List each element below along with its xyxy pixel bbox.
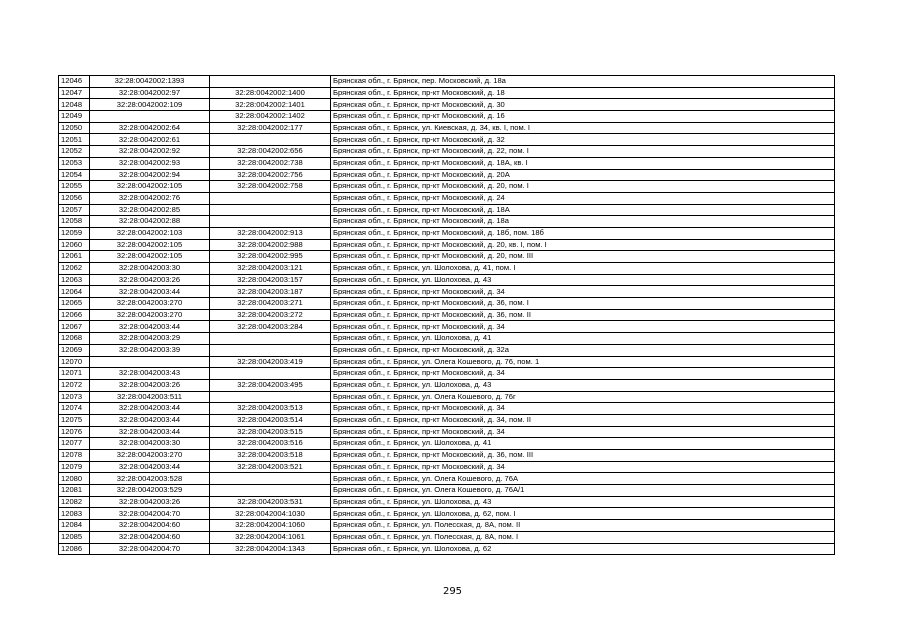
land-parcel-number-cell: 32:28:0042004:60	[90, 531, 210, 543]
table-row	[59, 368, 835, 380]
address-cell: Брянская обл., г. Брянск, пр-кт Московский, д. 36, пом. II	[331, 309, 835, 321]
row-number-cell: 12065	[59, 298, 90, 310]
row-number-cell: 12062	[59, 263, 90, 275]
land-parcel-number-cell: 32:28:0042003:44	[90, 426, 210, 438]
land-parcel-number-cell: 32:28:0042003:43	[90, 368, 210, 380]
building-number-cell	[210, 344, 331, 356]
address-cell: Брянская обл., г. Брянск, пр-кт Московский, д. 18А	[331, 204, 835, 216]
land-parcel-number-cell: 32:28:0042003:44	[90, 461, 210, 473]
building-number-cell: 32:28:0042003:515	[210, 426, 331, 438]
address-cell: Брянская обл., г. Брянск, пр-кт Московский, д. 18	[331, 87, 835, 99]
address-cell: Брянская обл., г. Брянск, ул. Шолохова, д. 62, пом. I	[331, 508, 835, 520]
building-number-cell: 32:28:0042004:1343	[210, 543, 331, 555]
land-parcel-number-cell	[90, 356, 210, 368]
row-number-cell: 12053	[59, 157, 90, 169]
land-parcel-number-cell: 32:28:0042002:61	[90, 134, 210, 146]
address-cell: Брянская обл., г. Брянск, пр-кт Московский, д. 34	[331, 426, 835, 438]
building-number-cell: 32:28:0042002:988	[210, 239, 331, 251]
address-cell: Брянская обл., г. Брянск, пр-кт Московский, д. 34	[331, 321, 835, 333]
land-parcel-number-cell: 32:28:0042002:64	[90, 122, 210, 134]
building-number-cell	[210, 216, 331, 228]
address-cell: Брянская обл., г. Брянск, ул. Шолохова, д. 62	[331, 543, 835, 555]
land-parcel-number-cell: 32:28:0042002:105	[90, 239, 210, 251]
table-row	[59, 461, 835, 473]
row-number-cell: 12048	[59, 99, 90, 111]
table-row	[59, 344, 835, 356]
building-number-cell	[210, 76, 331, 88]
table-row	[59, 520, 835, 532]
building-number-cell	[210, 204, 331, 216]
address-cell: Брянская обл., г. Брянск, ул. Киевская, д. 34, кв. I, пом. I	[331, 122, 835, 134]
row-number-cell: 12071	[59, 368, 90, 380]
address-cell: Брянская обл., г. Брянск, ул. Шолохова, д. 41	[331, 438, 835, 450]
row-number-cell: 12066	[59, 309, 90, 321]
land-parcel-number-cell: 32:28:0042002:97	[90, 87, 210, 99]
address-cell: Брянская обл., г. Брянск, ул. Олега Кошевого, д. 76А	[331, 473, 835, 485]
building-number-cell: 32:28:0042002:656	[210, 146, 331, 158]
address-cell: Брянская обл., г. Брянск, пр-кт Московский, д. 18А, кв. I	[331, 157, 835, 169]
registry-table	[58, 75, 835, 555]
row-number-cell: 12082	[59, 496, 90, 508]
table-row	[59, 227, 835, 239]
building-number-cell: 32:28:0042004:1061	[210, 531, 331, 543]
table-row	[59, 485, 835, 497]
address-cell: Брянская обл., г. Брянск, ул. Полесская, д. 8А, пом. II	[331, 520, 835, 532]
building-number-cell: 32:28:0042003:513	[210, 403, 331, 415]
table-row	[59, 438, 835, 450]
land-parcel-number-cell: 32:28:0042003:528	[90, 473, 210, 485]
address-cell: Брянская обл., г. Брянск, пр-кт Московский, д. 24	[331, 192, 835, 204]
land-parcel-number-cell: 32:28:0042002:105	[90, 251, 210, 263]
row-number-cell: 12069	[59, 344, 90, 356]
building-number-cell	[210, 192, 331, 204]
address-cell: Брянская обл., г. Брянск, пр-кт Московский, д. 18а	[331, 216, 835, 228]
table-row	[59, 379, 835, 391]
row-number-cell: 12072	[59, 379, 90, 391]
table-row	[59, 134, 835, 146]
address-cell: Брянская обл., г. Брянск, пр-кт Московский, д. 34	[331, 286, 835, 298]
row-number-cell: 12083	[59, 508, 90, 520]
row-number-cell: 12079	[59, 461, 90, 473]
table-row	[59, 496, 835, 508]
building-number-cell: 32:28:0042003:284	[210, 321, 331, 333]
row-number-cell: 12063	[59, 274, 90, 286]
land-parcel-number-cell: 32:28:0042003:270	[90, 309, 210, 321]
building-number-cell: 32:28:0042004:1060	[210, 520, 331, 532]
table-row	[59, 403, 835, 415]
address-cell: Брянская обл., г. Брянск, пр-кт Московский, д. 32а	[331, 344, 835, 356]
building-number-cell: 32:28:0042003:514	[210, 414, 331, 426]
table-row	[59, 391, 835, 403]
table-row	[59, 286, 835, 298]
table-row	[59, 157, 835, 169]
building-number-cell: 32:28:0042003:495	[210, 379, 331, 391]
table-row	[59, 309, 835, 321]
building-number-cell: 32:28:0042003:518	[210, 450, 331, 462]
table-row	[59, 531, 835, 543]
row-number-cell: 12085	[59, 531, 90, 543]
land-parcel-number-cell: 32:28:0042003:39	[90, 344, 210, 356]
land-parcel-number-cell	[90, 111, 210, 123]
building-number-cell: 32:28:0042002:738	[210, 157, 331, 169]
land-parcel-number-cell: 32:28:0042004:70	[90, 543, 210, 555]
building-number-cell: 32:28:0042002:913	[210, 227, 331, 239]
land-parcel-number-cell: 32:28:0042003:44	[90, 403, 210, 415]
building-number-cell: 32:28:0042003:516	[210, 438, 331, 450]
land-parcel-number-cell: 32:28:0042003:44	[90, 321, 210, 333]
building-number-cell: 32:28:0042003:271	[210, 298, 331, 310]
building-number-cell: 32:28:0042002:177	[210, 122, 331, 134]
row-number-cell: 12084	[59, 520, 90, 532]
row-number-cell: 12078	[59, 450, 90, 462]
address-cell: Брянская обл., г. Брянск, пр-кт Московский, д. 36, пом. I	[331, 298, 835, 310]
row-number-cell: 12086	[59, 543, 90, 555]
land-parcel-number-cell: 32:28:0042003:270	[90, 450, 210, 462]
registry-table-body	[59, 76, 835, 555]
address-cell: Брянская обл., г. Брянск, пр-кт Московский, д. 34, пом. II	[331, 414, 835, 426]
table-row	[59, 274, 835, 286]
building-number-cell: 32:28:0042002:995	[210, 251, 331, 263]
building-number-cell: 32:28:0042003:419	[210, 356, 331, 368]
land-parcel-number-cell: 32:28:0042002:85	[90, 204, 210, 216]
row-number-cell: 12051	[59, 134, 90, 146]
table-row	[59, 76, 835, 88]
table-row	[59, 122, 835, 134]
building-number-cell	[210, 333, 331, 345]
table-row	[59, 169, 835, 181]
land-parcel-number-cell: 32:28:0042003:30	[90, 263, 210, 275]
building-number-cell: 32:28:0042002:758	[210, 181, 331, 193]
row-number-cell: 12064	[59, 286, 90, 298]
address-cell: Брянская обл., г. Брянск, ул. Олега Кошевого, д. 76, пом. 1	[331, 356, 835, 368]
address-cell: Брянская обл., г. Брянск, ул. Шолохова, д. 43	[331, 274, 835, 286]
table-row	[59, 298, 835, 310]
address-cell: Брянская обл., г. Брянск, ул. Полесская, д. 8А, пом. I	[331, 531, 835, 543]
row-number-cell: 12074	[59, 403, 90, 415]
row-number-cell: 12046	[59, 76, 90, 88]
address-cell: Брянская обл., г. Брянск, пр-кт Московский, д. 32	[331, 134, 835, 146]
table-row	[59, 426, 835, 438]
table-row	[59, 111, 835, 123]
address-cell: Брянская обл., г. Брянск, пр-кт Московский, д. 30	[331, 99, 835, 111]
building-number-cell: 32:28:0042003:531	[210, 496, 331, 508]
address-cell: Брянская обл., г. Брянск, ул. Олега Кошевого, д. 76г	[331, 391, 835, 403]
address-cell: Брянская обл., г. Брянск, ул. Шолохова, д. 43	[331, 379, 835, 391]
building-number-cell: 32:28:0042002:1402	[210, 111, 331, 123]
address-cell: Брянская обл., г. Брянск, ул. Олега Кошевого, д. 76А/1	[331, 485, 835, 497]
building-number-cell: 32:28:0042002:1400	[210, 87, 331, 99]
address-cell: Брянская обл., г. Брянск, ул. Шолохова, д. 41	[331, 333, 835, 345]
building-number-cell: 32:28:0042002:1401	[210, 99, 331, 111]
row-number-cell: 12075	[59, 414, 90, 426]
land-parcel-number-cell: 32:28:0042004:60	[90, 520, 210, 532]
land-parcel-number-cell: 32:28:0042002:94	[90, 169, 210, 181]
row-number-cell: 12059	[59, 227, 90, 239]
building-number-cell: 32:28:0042003:157	[210, 274, 331, 286]
table-row	[59, 263, 835, 275]
building-number-cell	[210, 134, 331, 146]
row-number-cell: 12077	[59, 438, 90, 450]
land-parcel-number-cell: 32:28:0042002:109	[90, 99, 210, 111]
row-number-cell: 12076	[59, 426, 90, 438]
table-row	[59, 99, 835, 111]
table-row	[59, 192, 835, 204]
land-parcel-number-cell: 32:28:0042003:29	[90, 333, 210, 345]
table-row	[59, 204, 835, 216]
address-cell: Брянская обл., г. Брянск, ул. Шолохова, д. 43	[331, 496, 835, 508]
address-cell: Брянская обл., г. Брянск, пр-кт Московский, д. 18б, пом. 18б	[331, 227, 835, 239]
row-number-cell: 12068	[59, 333, 90, 345]
row-number-cell: 12080	[59, 473, 90, 485]
table-row	[59, 543, 835, 555]
building-number-cell: 32:28:0042002:756	[210, 169, 331, 181]
land-parcel-number-cell: 32:28:0042003:26	[90, 496, 210, 508]
address-cell: Брянская обл., г. Брянск, пр-кт Московский, д. 36, пом. III	[331, 450, 835, 462]
address-cell: Брянская обл., г. Брянск, пр-кт Московский, д. 20, пом. I	[331, 181, 835, 193]
land-parcel-number-cell: 32:28:0042004:70	[90, 508, 210, 520]
table-row	[59, 333, 835, 345]
address-cell: Брянская обл., г. Брянск, пр-кт Московский, д. 16	[331, 111, 835, 123]
land-parcel-number-cell: 32:28:0042002:88	[90, 216, 210, 228]
land-parcel-number-cell: 32:28:0042003:26	[90, 379, 210, 391]
land-parcel-number-cell: 32:28:0042002:92	[90, 146, 210, 158]
building-number-cell: 32:28:0042003:272	[210, 309, 331, 321]
row-number-cell: 12055	[59, 181, 90, 193]
land-parcel-number-cell: 32:28:0042003:529	[90, 485, 210, 497]
building-number-cell: 32:28:0042003:521	[210, 461, 331, 473]
building-number-cell: 32:28:0042004:1030	[210, 508, 331, 520]
address-cell: Брянская обл., г. Брянск, ул. Шолохова, д. 41, пом. I	[331, 263, 835, 275]
land-parcel-number-cell: 32:28:0042003:511	[90, 391, 210, 403]
address-cell: Брянская обл., г. Брянск, пр-кт Московский, д. 22, пом. I	[331, 146, 835, 158]
land-parcel-number-cell: 32:28:0042002:1393	[90, 76, 210, 88]
row-number-cell: 12056	[59, 192, 90, 204]
row-number-cell: 12081	[59, 485, 90, 497]
address-cell: Брянская обл., г. Брянск, пер. Московский, д. 18а	[331, 76, 835, 88]
address-cell: Брянская обл., г. Брянск, пр-кт Московский, д. 20А	[331, 169, 835, 181]
row-number-cell: 12047	[59, 87, 90, 99]
table-row	[59, 414, 835, 426]
row-number-cell: 12049	[59, 111, 90, 123]
table-row	[59, 146, 835, 158]
address-cell: Брянская обл., г. Брянск, пр-кт Московский, д. 20, пом. III	[331, 251, 835, 263]
row-number-cell: 12061	[59, 251, 90, 263]
address-cell: Брянская обл., г. Брянск, пр-кт Московский, д. 20, кв. I, пом. I	[331, 239, 835, 251]
land-parcel-number-cell: 32:28:0042003:44	[90, 286, 210, 298]
page-number: 295	[442, 586, 463, 597]
row-number-cell: 12057	[59, 204, 90, 216]
table-row	[59, 87, 835, 99]
building-number-cell: 32:28:0042003:121	[210, 263, 331, 275]
row-number-cell: 12060	[59, 239, 90, 251]
table-row	[59, 251, 835, 263]
table-row	[59, 356, 835, 368]
building-number-cell	[210, 485, 331, 497]
row-number-cell: 12058	[59, 216, 90, 228]
land-parcel-number-cell: 32:28:0042003:30	[90, 438, 210, 450]
address-cell: Брянская обл., г. Брянск, пр-кт Московский, д. 34	[331, 403, 835, 415]
row-number-cell: 12054	[59, 169, 90, 181]
land-parcel-number-cell: 32:28:0042002:103	[90, 227, 210, 239]
land-parcel-number-cell: 32:28:0042002:105	[90, 181, 210, 193]
table-row	[59, 181, 835, 193]
building-number-cell: 32:28:0042003:187	[210, 286, 331, 298]
address-cell: Брянская обл., г. Брянск, пр-кт Московский, д. 34	[331, 368, 835, 380]
table-row	[59, 473, 835, 485]
row-number-cell: 12052	[59, 146, 90, 158]
table-row	[59, 239, 835, 251]
table-row	[59, 216, 835, 228]
land-parcel-number-cell: 32:28:0042003:44	[90, 414, 210, 426]
address-cell: Брянская обл., г. Брянск, пр-кт Московский, д. 34	[331, 461, 835, 473]
row-number-cell: 12070	[59, 356, 90, 368]
land-parcel-number-cell: 32:28:0042002:93	[90, 157, 210, 169]
row-number-cell: 12073	[59, 391, 90, 403]
table-row	[59, 321, 835, 333]
building-number-cell	[210, 391, 331, 403]
building-number-cell	[210, 473, 331, 485]
table-row	[59, 508, 835, 520]
row-number-cell: 12067	[59, 321, 90, 333]
row-number-cell: 12050	[59, 122, 90, 134]
land-parcel-number-cell: 32:28:0042003:26	[90, 274, 210, 286]
building-number-cell	[210, 368, 331, 380]
land-parcel-number-cell: 32:28:0042002:76	[90, 192, 210, 204]
land-parcel-number-cell: 32:28:0042003:270	[90, 298, 210, 310]
table-row	[59, 450, 835, 462]
